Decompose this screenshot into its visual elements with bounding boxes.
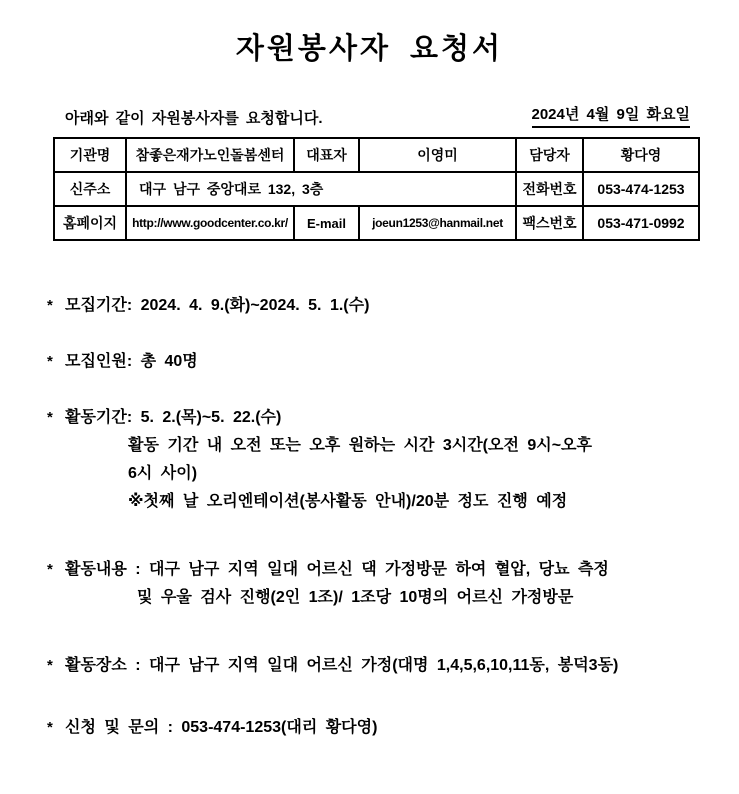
address-label: 신주소	[54, 172, 126, 206]
bullet-marker: *	[47, 657, 53, 674]
activity-content-block	[65, 556, 712, 612]
page-title: 자원봉사자 요청서	[235, 33, 504, 65]
activity-period-cont3: ※첫째 날 오리엔테이션(봉사활동 안내)/20분 정도 진행 예정	[128, 493, 568, 510]
contact-text: 신청 및 문의 : 053-474-1253(대리 황다영)	[65, 719, 378, 736]
request-date: 2024년 4월 9일 화요일	[532, 103, 691, 128]
activity-content-cont1: 및 우울 검사 진행(2인 1조)/ 1조당 10명의 어르신 가정방문	[137, 589, 574, 606]
homepage-value: http://www.goodcenter.co.kr/	[126, 206, 294, 240]
activity-content-text: 활동내용 : 대구 남구 지역 일대 어르신 댁 가정방문 하여 혈압, 당뇨 측정	[65, 561, 609, 578]
address-value: 대구 남구 중앙대로 132, 3층	[126, 172, 516, 206]
email-value: joeun1253@hanmail.net	[359, 206, 516, 240]
bullet-recruit-period	[47, 292, 712, 320]
phone-value: 053-474-1253	[583, 172, 699, 206]
intro-statement: 아래와 같이 자원봉사자를 요청합니다.	[65, 110, 323, 127]
manager-value: 황다영	[583, 138, 699, 172]
activity-period-text: 활동기간: 5. 2.(목)~5. 22.(수)	[65, 409, 282, 426]
bullet-activity-place	[47, 652, 712, 680]
table-row-organization	[54, 138, 699, 172]
bullet-recruit-count	[47, 348, 712, 376]
manager-label: 담당자	[516, 138, 583, 172]
fax-label: 팩스번호	[516, 206, 583, 240]
bullet-marker: *	[47, 297, 53, 314]
representative-label: 대표자	[294, 138, 359, 172]
activity-period-cont1: 활동 기간 내 오전 또는 오후 원하는 시간 3시간(오전 9시~오후	[128, 437, 592, 454]
email-label: E-mail	[294, 206, 359, 240]
bullet-activity-content	[47, 556, 712, 612]
homepage-label: 홈페이지	[54, 206, 126, 240]
representative-value: 이영미	[359, 138, 516, 172]
bullet-marker: *	[47, 409, 53, 426]
intro-row	[65, 103, 690, 128]
table-row-web-contact	[54, 206, 699, 240]
activity-period-block	[65, 404, 712, 516]
table-row-address	[54, 172, 699, 206]
bullet-activity-period	[47, 404, 712, 516]
detail-bullets	[47, 292, 712, 742]
activity-place-text: 활동장소 : 대구 남구 지역 일대 어르신 가정(대명 1,4,5,6,10,11동, 봉덕3동)	[65, 657, 619, 674]
fax-value: 053-471-0992	[583, 206, 699, 240]
bullet-marker: *	[47, 719, 53, 736]
phone-label: 전화번호	[516, 172, 583, 206]
org-name-value: 참좋은재가노인돌봄센터	[126, 138, 294, 172]
bullet-marker: *	[47, 353, 53, 370]
recruit-period-text: 모집기간: 2024. 4. 9.(화)~2024. 5. 1.(수)	[65, 297, 370, 314]
recruit-count-text: 모집인원: 총 40명	[65, 353, 198, 370]
activity-period-cont2: 6시 사이)	[128, 465, 198, 482]
organization-info-table	[53, 137, 700, 241]
bullet-contact	[47, 714, 712, 742]
org-name-label: 기관명	[54, 138, 126, 172]
bullet-marker: *	[47, 561, 53, 578]
